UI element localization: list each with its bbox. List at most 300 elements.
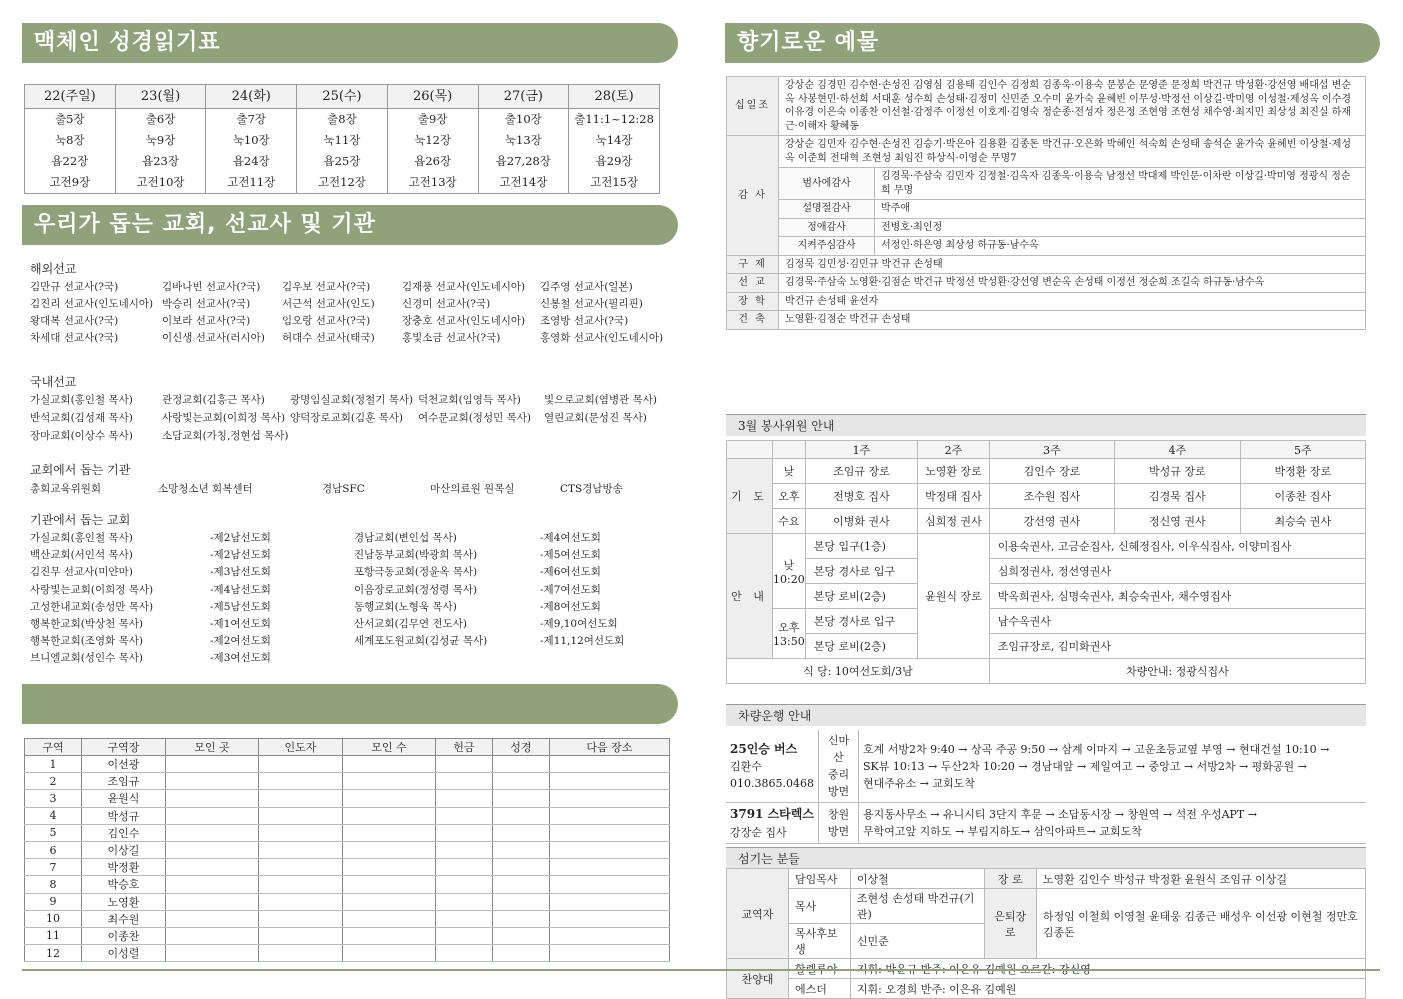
bible-reading-table bbox=[24, 84, 660, 194]
reading-cell: 출10장 bbox=[478, 109, 569, 131]
sub-names: 서정인·하은영 최상성 하규동·남수옥 bbox=[875, 237, 1366, 256]
district-leader: 이선광 bbox=[81, 756, 165, 773]
support-title: 우리가 돕는 교회, 선교사 및 기관 bbox=[22, 205, 678, 245]
empty-cell bbox=[165, 945, 258, 962]
empty-cell bbox=[165, 910, 258, 927]
list-entry: -제2남선도회 bbox=[210, 549, 271, 562]
offering-names: 노영환·김점순 박건규 손성태 bbox=[779, 311, 1366, 330]
guide-row bbox=[727, 534, 1366, 559]
serve-name: 조현성 손성태 박건규(기관) bbox=[850, 889, 984, 924]
reading-cell: 고전9장 bbox=[25, 172, 116, 194]
offering-subrow bbox=[727, 218, 1366, 237]
serve-role: 목사후보생 bbox=[789, 924, 851, 959]
list-entry: 관정교회(김흥근 목사) bbox=[162, 394, 265, 406]
guide-names: 남수옥권사 bbox=[989, 609, 1365, 634]
list-entry: 홍빛소금 선교사(?국) bbox=[402, 332, 501, 344]
offering-row bbox=[727, 292, 1366, 311]
prayer-label: 기 도 bbox=[727, 459, 773, 534]
table-row bbox=[25, 790, 670, 807]
list-entry: 행복한교회(박상천 목사) bbox=[30, 618, 143, 630]
list-entry: -제3남선도회 bbox=[210, 566, 271, 579]
table-row bbox=[25, 859, 670, 876]
reading-cell: 욥22장 bbox=[25, 151, 116, 172]
table-row bbox=[25, 910, 670, 927]
reading-cell: 눅13장 bbox=[478, 130, 569, 151]
car-driver: 김환수 bbox=[730, 760, 762, 774]
empty-cell bbox=[258, 756, 342, 773]
route-text: 호계 서방2차 9:40 → 상곡 주공 9:50 → 삼계 이마지 → 고운초등교옆 부영 → 현대건설 10:10 → bbox=[862, 742, 1330, 756]
prayer-time: 오후 bbox=[773, 484, 806, 509]
blank-header bbox=[727, 441, 773, 459]
list-entry: 덕천교회(임영득 목사) bbox=[418, 394, 521, 406]
offering-row bbox=[727, 311, 1366, 330]
route-area: 신마산 bbox=[827, 734, 850, 765]
empty-cell bbox=[343, 790, 436, 807]
empty-cell bbox=[492, 807, 549, 824]
district-number: 2 bbox=[25, 773, 82, 790]
choir-label: 찬양대 bbox=[727, 959, 789, 999]
choir-text: 지휘: 오경희 반주: 이은유 김예원 bbox=[850, 979, 1365, 999]
serve-table bbox=[726, 868, 1366, 999]
list-entry: 허대수 선교사(태국) bbox=[282, 332, 375, 344]
week-header: 3주 bbox=[989, 441, 1114, 459]
list-entry: -제1여선도회 bbox=[210, 618, 271, 630]
offering-table bbox=[726, 76, 1366, 330]
guide-label: 안 내 bbox=[727, 534, 773, 659]
prayer-name: 조임규 장로 bbox=[805, 459, 917, 484]
empty-cell bbox=[549, 876, 669, 893]
district-leader: 조임규 bbox=[81, 773, 165, 790]
guide-row bbox=[727, 584, 1366, 609]
serve-row bbox=[727, 869, 1366, 889]
serve-name: 이상철 bbox=[850, 869, 984, 889]
reading-cell: 욥26장 bbox=[387, 151, 478, 172]
prayer-time: 낮 bbox=[773, 459, 806, 484]
empty-cell bbox=[258, 893, 342, 910]
district-leader: 이상길 bbox=[81, 841, 165, 858]
empty-cell bbox=[343, 841, 436, 858]
empty-cell bbox=[258, 945, 342, 962]
list-entry: 가실교회(홍인철 목사) bbox=[30, 532, 133, 544]
time-value: 13:50 bbox=[773, 635, 805, 648]
serve-label: 교역자 bbox=[727, 869, 789, 959]
empty-cell bbox=[435, 756, 492, 773]
district-leader: 이종찬 bbox=[81, 927, 165, 944]
list-entry: 진남동부교회(박광희 목사) bbox=[354, 549, 478, 562]
column-header: 구역 bbox=[25, 739, 82, 756]
list-entry: -제4남선도회 bbox=[210, 583, 271, 596]
list-entry: 고성한내교회(송성만 목사) bbox=[30, 600, 154, 613]
offering-title: 향기로운 예물 bbox=[725, 23, 1380, 63]
empty-cell bbox=[435, 841, 492, 858]
reading-cell: 출8장 bbox=[297, 109, 388, 131]
empty-cell bbox=[549, 910, 669, 927]
list-entry: 김만규 선교사(?국) bbox=[30, 281, 119, 293]
empty-cell bbox=[258, 927, 342, 944]
list-entry: 행복한교회(조영화 목사) bbox=[30, 635, 143, 648]
reading-cell: 욥25장 bbox=[297, 151, 388, 172]
column-header: 다음 장소 bbox=[549, 739, 669, 756]
reading-cell: 욥24장 bbox=[206, 151, 297, 172]
list-entry: 경남SFC bbox=[322, 483, 365, 495]
table-row bbox=[25, 876, 670, 893]
empty-cell bbox=[435, 773, 492, 790]
empty-cell bbox=[549, 893, 669, 910]
empty-cell bbox=[492, 824, 549, 841]
list-entry: 광명임실교회(정철기 목사) bbox=[290, 394, 414, 406]
list-entry: 백산교회(서인석 목사) bbox=[30, 549, 133, 562]
reading-row bbox=[25, 130, 660, 151]
week-header: 2주 bbox=[918, 441, 990, 459]
retired-label: 은퇴장로 bbox=[984, 889, 1036, 959]
table-row bbox=[25, 927, 670, 944]
district-number: 12 bbox=[25, 945, 82, 962]
serve-name: 신민준 bbox=[850, 924, 984, 959]
sub-label: 지켜주심감사 bbox=[779, 237, 875, 256]
retired-names: 하정임 이철희 이영철 윤태웅 김종근 배성우 이선광 이현철 정만호 김종돈 bbox=[1036, 889, 1365, 959]
empty-cell bbox=[258, 910, 342, 927]
reading-cell: 고전11장 bbox=[206, 172, 297, 194]
empty-cell bbox=[549, 790, 669, 807]
table-row bbox=[25, 824, 670, 841]
list-entry: CTS경남방송 bbox=[560, 483, 623, 495]
district-number: 4 bbox=[25, 807, 82, 824]
district-banner bbox=[22, 684, 678, 724]
list-entry: 여수문교회(정성민 목사) bbox=[418, 412, 531, 424]
prayer-name: 이병화 권사 bbox=[805, 509, 917, 534]
table-row bbox=[25, 841, 670, 858]
elders-label: 장 로 bbox=[984, 869, 1036, 889]
empty-cell bbox=[549, 945, 669, 962]
route-text: 용지동사무소 → 유니시티 3단지 후문 → 소답동시장 → 창원역 → 석전 우성APT → bbox=[862, 807, 1257, 821]
empty-cell bbox=[343, 910, 436, 927]
sub-names: 김경묵·주삼숙 김민자 김정철·김옥자 김종욱·이용숙 남정선 박대제 박인문·이차란 이상길·박미영 정광식 정순희 무명 bbox=[875, 168, 1366, 200]
prayer-name: 조수원 집사 bbox=[989, 484, 1114, 509]
choir-name: 에스더 bbox=[789, 979, 851, 999]
district-number: 1 bbox=[25, 756, 82, 773]
empty-cell bbox=[343, 824, 436, 841]
empty-cell bbox=[343, 927, 436, 944]
prayer-name: 김인수 장로 bbox=[989, 459, 1114, 484]
list-entry: 차세대 선교사(?국) bbox=[30, 332, 119, 344]
empty-cell bbox=[258, 807, 342, 824]
offering-label: 감 사 bbox=[727, 136, 779, 256]
prayer-time: 수요 bbox=[773, 509, 806, 534]
domestic-heading: 국내선교 bbox=[30, 375, 77, 389]
church-section bbox=[30, 511, 130, 532]
route-text: 무학여고앞 지하도 → 부림지하도→ 삼익아파트→ 교회도착 bbox=[862, 825, 1142, 838]
prayer-name: 심희정 권사 bbox=[918, 509, 990, 534]
left-page bbox=[0, 0, 700, 992]
empty-cell bbox=[435, 876, 492, 893]
empty-cell bbox=[549, 773, 669, 790]
district-leader: 윤원식 bbox=[81, 790, 165, 807]
district-number: 5 bbox=[25, 824, 82, 841]
empty-cell bbox=[258, 841, 342, 858]
column-header: 성경 bbox=[492, 739, 549, 756]
route-text: SK뷰 10:13 → 두산2차 10:20 → 경남대앞 → 제일여고 → 중앙고 → 서방2차 → 평화공원 → bbox=[862, 759, 1307, 773]
empty-cell bbox=[435, 927, 492, 944]
table-row bbox=[25, 756, 670, 773]
empty-cell bbox=[165, 893, 258, 910]
offering-names: 박건규 손성태 윤선자 bbox=[779, 292, 1366, 311]
guide-names: 이용숙권사, 고금순집사, 신혜정집사, 이우식집사, 이양미집사 bbox=[989, 534, 1365, 559]
route-text: 현대주유소 → 교회도착 bbox=[862, 776, 975, 790]
column-header: 모인 수 bbox=[343, 739, 436, 756]
list-entry: 김바나빈 선교사(?국) bbox=[162, 281, 261, 293]
meal-info: 식 당: 10여선도회/3남 bbox=[727, 659, 990, 684]
empty-cell bbox=[492, 859, 549, 876]
reading-cell: 눅8장 bbox=[25, 130, 116, 151]
guide-position: 본당 경사로 입구 bbox=[805, 559, 917, 584]
district-leader: 이성렬 bbox=[81, 945, 165, 962]
empty-cell bbox=[492, 893, 549, 910]
list-entry: 임오랑 선교사(?국) bbox=[282, 315, 371, 327]
empty-cell bbox=[165, 773, 258, 790]
serve-row bbox=[727, 889, 1366, 924]
list-entry: 사랑빛는교회(이희정 목사) bbox=[162, 412, 286, 424]
empty-cell bbox=[549, 756, 669, 773]
table-row bbox=[25, 773, 670, 790]
offering-row bbox=[727, 77, 1366, 136]
list-entry: 총회교육위원회 bbox=[30, 483, 102, 495]
reading-cell: 고전13장 bbox=[387, 172, 478, 194]
route-area: 중리 bbox=[827, 768, 850, 782]
district-table bbox=[24, 738, 670, 962]
route-area: 방면 bbox=[827, 825, 850, 838]
prayer-name: 박정태 집사 bbox=[918, 484, 990, 509]
list-entry: 김진리 선교사(인도네시아) bbox=[30, 298, 154, 310]
sub-label: 범사에감사 bbox=[779, 168, 875, 200]
church-heading: 기관에서 돕는 교회 bbox=[30, 513, 131, 527]
list-entry: 신봉철 선교사(필리핀) bbox=[540, 298, 643, 310]
offering-label: 건 축 bbox=[727, 311, 779, 330]
district-leader: 박성규 bbox=[81, 807, 165, 824]
district-number: 9 bbox=[25, 893, 82, 910]
reading-cell: 욥27,28장 bbox=[478, 151, 569, 172]
list-entry: 조영방 선교사(?국) bbox=[540, 315, 629, 327]
time-label: 낮 bbox=[783, 558, 795, 572]
empty-cell bbox=[258, 824, 342, 841]
prayer-row bbox=[727, 509, 1366, 534]
choir-row bbox=[727, 979, 1366, 999]
list-entry: 반석교회(김성재 목사) bbox=[30, 412, 133, 424]
guide-position: 본당 입구(1층) bbox=[805, 534, 917, 559]
empty-cell bbox=[435, 945, 492, 962]
district-number: 10 bbox=[25, 910, 82, 927]
district-number: 6 bbox=[25, 841, 82, 858]
prayer-row bbox=[727, 484, 1366, 509]
car-areas bbox=[818, 803, 858, 844]
empty-cell bbox=[549, 824, 669, 841]
list-entry: 김진무 선교사(미얀마) bbox=[30, 566, 133, 579]
day-header: 23(월) bbox=[115, 85, 206, 109]
route-area: 창원 bbox=[827, 807, 850, 821]
car-row bbox=[726, 730, 1366, 803]
reading-row bbox=[25, 151, 660, 172]
district-leader: 김인수 bbox=[81, 824, 165, 841]
car-routes bbox=[858, 730, 1366, 803]
reading-cell: 출7장 bbox=[206, 109, 297, 131]
table-row bbox=[25, 807, 670, 824]
list-entry: 포항극동교회(정윤옥 목사) bbox=[354, 566, 478, 579]
empty-cell bbox=[165, 790, 258, 807]
empty-cell bbox=[492, 910, 549, 927]
list-entry: 김우보 선교사(?국) bbox=[282, 281, 371, 293]
empty-cell bbox=[165, 824, 258, 841]
reading-cell: 눅12장 bbox=[387, 130, 478, 151]
column-header: 구역장 bbox=[81, 739, 165, 756]
reading-cell: 고전14장 bbox=[478, 172, 569, 194]
serve-title: 섬기는 분들 bbox=[726, 847, 1366, 869]
empty-cell bbox=[549, 841, 669, 858]
overseas-section bbox=[30, 260, 76, 281]
empty-cell bbox=[165, 807, 258, 824]
empty-cell bbox=[258, 773, 342, 790]
prayer-row bbox=[727, 459, 1366, 484]
column-header: 모인 곳 bbox=[165, 739, 258, 756]
car-name: 25인승 버스 bbox=[730, 741, 798, 756]
district-leader: 노영환 bbox=[81, 893, 165, 910]
blank-header bbox=[773, 441, 806, 459]
offering-names: 강상순 김경민 김수현·손성진 김영심 김용태 김인수 김정희 김종욱·이용숙 문봉순 문영준 문정희 박건규 박성환·강선영 배대섭 변순옥 사봉현민·하선희 서대훈 성수희 손성태·김정미 신민준 오수미 윤가숙 윤혜빈 이무성·박정선 이상길·박미영 이성철·제성옥 이수경 이유경 이은숙 이종찬 이선철·감정주 이정선 이호계·김영숙 정순종·전성자 정은정 조현영 조현성 채수영·최지민 최상성 최진실 하재근·이해자 황혜동 bbox=[779, 77, 1366, 136]
time-label: 오후 bbox=[778, 621, 800, 634]
reading-cell: 출5장 bbox=[25, 109, 116, 131]
guide-time bbox=[773, 609, 806, 659]
empty-cell bbox=[492, 841, 549, 858]
day-header: 24(화) bbox=[206, 85, 297, 109]
list-entry: 이신생 선교사(러시아) bbox=[162, 332, 265, 344]
reading-cell: 고전15장 bbox=[569, 172, 660, 194]
reading-cell: 출9장 bbox=[387, 109, 478, 131]
guide-names: 심희정권사, 정선영권사 bbox=[989, 559, 1365, 584]
right-page bbox=[700, 0, 1403, 996]
overseas-heading: 해외선교 bbox=[30, 262, 77, 276]
sub-names: 전병호·최인정 bbox=[875, 218, 1366, 237]
empty-cell bbox=[549, 927, 669, 944]
car-title: 차량운행 안내 bbox=[726, 704, 1366, 726]
prayer-name: 최승숙 권사 bbox=[1240, 509, 1365, 534]
route-area: 방면 bbox=[827, 785, 850, 799]
car-routes bbox=[858, 803, 1366, 844]
list-entry: 가실교회(홍인철 목사) bbox=[30, 394, 133, 406]
list-entry: -제9,10여선도회 bbox=[540, 618, 618, 630]
offering-subrow bbox=[727, 200, 1366, 219]
prayer-name: 박성규 장로 bbox=[1115, 459, 1240, 484]
guide-chief: 윤원식 장로 bbox=[918, 534, 990, 659]
day-header: 28(토) bbox=[569, 85, 660, 109]
list-entry: -제3여선도회 bbox=[210, 652, 271, 665]
offering-names: 강상순 김민자 김수현·손성진 김승기·박은아 김용환 김종돈 박건규·오은화 박혜인 석숙희 손성태 송석순 윤가숙 윤혜빈 이상철·제성옥 이준희 전대혁 조현성 최임진 하상식·이영순 무명7 bbox=[779, 136, 1366, 168]
list-entry: -제5남선도회 bbox=[210, 600, 271, 613]
list-entry: 소망청소년 회복센터 bbox=[158, 483, 253, 495]
empty-cell bbox=[435, 807, 492, 824]
list-entry: 소담교회(가칭,정현섭 목사) bbox=[162, 430, 289, 442]
inst-heading: 교회에서 돕는 기관 bbox=[30, 463, 131, 477]
week-header-row bbox=[727, 441, 1366, 459]
list-entry: 열린교회(문성진 목사) bbox=[544, 412, 647, 424]
car-name: 3791 스타렉스 bbox=[730, 807, 814, 822]
list-entry: -제2여선도회 bbox=[210, 635, 271, 648]
offering-row bbox=[727, 255, 1366, 274]
reading-cell: 출6장 bbox=[115, 109, 206, 131]
list-entry: 이보라 선교사(?국) bbox=[162, 315, 251, 327]
prayer-name: 전병호 집사 bbox=[805, 484, 917, 509]
prayer-name: 김경묵 집사 bbox=[1115, 484, 1240, 509]
list-entry: 장마교회(이상수 목사) bbox=[30, 430, 133, 442]
table-row bbox=[25, 945, 670, 962]
empty-cell bbox=[258, 790, 342, 807]
guide-position: 본당 로비(2층) bbox=[805, 634, 917, 659]
district-number: 3 bbox=[25, 790, 82, 807]
list-entry: 마산의료원 원목실 bbox=[430, 483, 515, 495]
car-table bbox=[726, 730, 1366, 844]
district-leader: 최수원 bbox=[81, 910, 165, 927]
list-entry: 신경미 선교사(?국) bbox=[402, 298, 491, 310]
reading-row bbox=[25, 109, 660, 131]
bible-reading-title: 맥체인 성경읽기표 bbox=[22, 23, 678, 63]
car-driver: 강장순 집사 bbox=[730, 825, 787, 839]
reading-cell: 눅11장 bbox=[297, 130, 388, 151]
list-entry: 장충호 선교사(인도네시아) bbox=[402, 315, 526, 327]
column-header: 인도자 bbox=[258, 739, 342, 756]
reading-cell: 눅14장 bbox=[569, 130, 660, 151]
guide-position: 본당 로비(2층) bbox=[805, 584, 917, 609]
offering-subrow bbox=[727, 168, 1366, 200]
serve-role: 목사 bbox=[789, 889, 851, 924]
list-entry: 박승리 선교사(?국) bbox=[162, 298, 251, 310]
day-header: 25(수) bbox=[297, 85, 388, 109]
reading-row bbox=[25, 172, 660, 194]
empty-cell bbox=[492, 876, 549, 893]
reading-cell: 고전10장 bbox=[115, 172, 206, 194]
sub-label: 정애감사 bbox=[779, 218, 875, 237]
list-entry: -제11,12여선도회 bbox=[540, 635, 625, 648]
empty-cell bbox=[435, 824, 492, 841]
empty-cell bbox=[435, 910, 492, 927]
district-number: 8 bbox=[25, 876, 82, 893]
list-entry: -제6여선도회 bbox=[540, 566, 601, 579]
prayer-name: 박정환 장로 bbox=[1240, 459, 1365, 484]
service-title: 3월 봉사위원 안내 bbox=[726, 414, 1366, 436]
empty-cell bbox=[492, 756, 549, 773]
week-header: 5주 bbox=[1240, 441, 1365, 459]
sub-label: 설명절감사 bbox=[779, 200, 875, 219]
empty-cell bbox=[258, 859, 342, 876]
guide-position: 본당 경사로 입구 bbox=[805, 609, 917, 634]
empty-cell bbox=[549, 859, 669, 876]
offering-label: 장 학 bbox=[727, 292, 779, 311]
offering-names: 김정묵 김민성·김민규 박건규 손성태 bbox=[779, 255, 1366, 274]
elders-names: 노영환 김인수 박성규 박정환 윤원식 조임규 이상길 bbox=[1036, 869, 1365, 889]
offering-row bbox=[727, 274, 1366, 293]
offering-label: 십일조 bbox=[727, 77, 779, 136]
reading-cell: 욥23장 bbox=[115, 151, 206, 172]
empty-cell bbox=[492, 773, 549, 790]
list-entry: 양덕장로교회(김훈 목사) bbox=[290, 412, 403, 424]
week-header: 4주 bbox=[1115, 441, 1240, 459]
day-header: 26(목) bbox=[387, 85, 478, 109]
car-info bbox=[726, 803, 818, 844]
guide-names: 박옥희권사, 심명숙권사, 최승숙권사, 채수영집사 bbox=[989, 584, 1365, 609]
prayer-name: 강선영 권사 bbox=[989, 509, 1114, 534]
empty-cell bbox=[492, 945, 549, 962]
reading-cell: 출11:1~12:28 bbox=[569, 109, 660, 131]
list-entry: 세계포도원교회(김성균 목사) bbox=[354, 635, 488, 648]
parking-info: 차량안내: 정광식집사 bbox=[989, 659, 1365, 684]
empty-cell bbox=[343, 876, 436, 893]
empty-cell bbox=[165, 859, 258, 876]
